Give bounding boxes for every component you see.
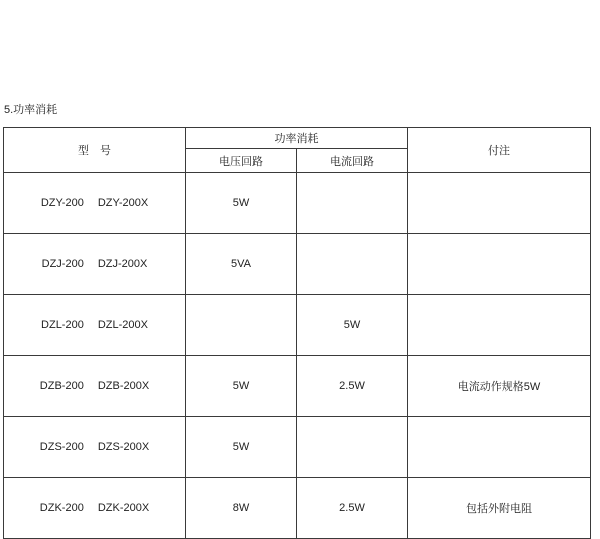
model-cell	[4, 356, 186, 417]
model-name-x: DZY-200X	[97, 197, 149, 209]
column-header-power-group: 功率消耗	[186, 128, 408, 149]
model-name: DZB-200	[39, 380, 84, 392]
column-header-model: 型 号	[4, 128, 186, 173]
table-row-dzs	[4, 417, 591, 478]
voltage-circuit-cell	[186, 295, 297, 356]
table-row-dzy	[4, 173, 591, 234]
note-cell	[408, 295, 591, 356]
model-name: DZJ-200	[41, 258, 84, 270]
section-title: 5.功率消耗	[4, 104, 58, 116]
voltage-circuit-cell: 8W	[186, 478, 297, 539]
model-name-x: DZK-200X	[97, 502, 150, 514]
note-cell: 电流动作规格5W	[408, 356, 591, 417]
table-row-dzb	[4, 356, 591, 417]
column-header-voltage-circuit: 电压回路	[186, 149, 297, 173]
model-name: DZL-200	[41, 319, 84, 331]
note-cell	[408, 234, 591, 295]
note-cell	[408, 417, 591, 478]
column-header-current-circuit: 电流回路	[297, 149, 408, 173]
model-name-x: DZL-200X	[97, 319, 148, 331]
voltage-circuit-cell: 5W	[186, 173, 297, 234]
current-circuit-cell: 2.5W	[297, 478, 408, 539]
table-row-dzj	[4, 234, 591, 295]
model-name: DZK-200	[39, 502, 84, 514]
current-circuit-cell: 5W	[297, 295, 408, 356]
model-cell	[4, 478, 186, 539]
model-name-x: DZJ-200X	[97, 258, 148, 270]
model-name: DZY-200	[40, 197, 84, 209]
model-name-x: DZS-200X	[97, 441, 150, 453]
note-cell	[408, 173, 591, 234]
model-name: DZS-200	[39, 441, 84, 453]
model-cell	[4, 295, 186, 356]
model-cell	[4, 234, 186, 295]
table-row-dzk	[4, 478, 591, 539]
power-consumption-table	[3, 127, 591, 539]
model-name-x: DZB-200X	[97, 380, 150, 392]
voltage-circuit-cell: 5VA	[186, 234, 297, 295]
current-circuit-cell	[297, 417, 408, 478]
current-circuit-cell: 2.5W	[297, 356, 408, 417]
current-circuit-cell	[297, 173, 408, 234]
voltage-circuit-cell: 5W	[186, 417, 297, 478]
column-header-notes: 付注	[408, 128, 591, 173]
model-cell	[4, 173, 186, 234]
voltage-circuit-cell: 5W	[186, 356, 297, 417]
model-cell	[4, 417, 186, 478]
current-circuit-cell	[297, 234, 408, 295]
header-row-1	[4, 128, 591, 149]
note-cell: 包括外附电阻	[408, 478, 591, 539]
table-row-dzl	[4, 295, 591, 356]
